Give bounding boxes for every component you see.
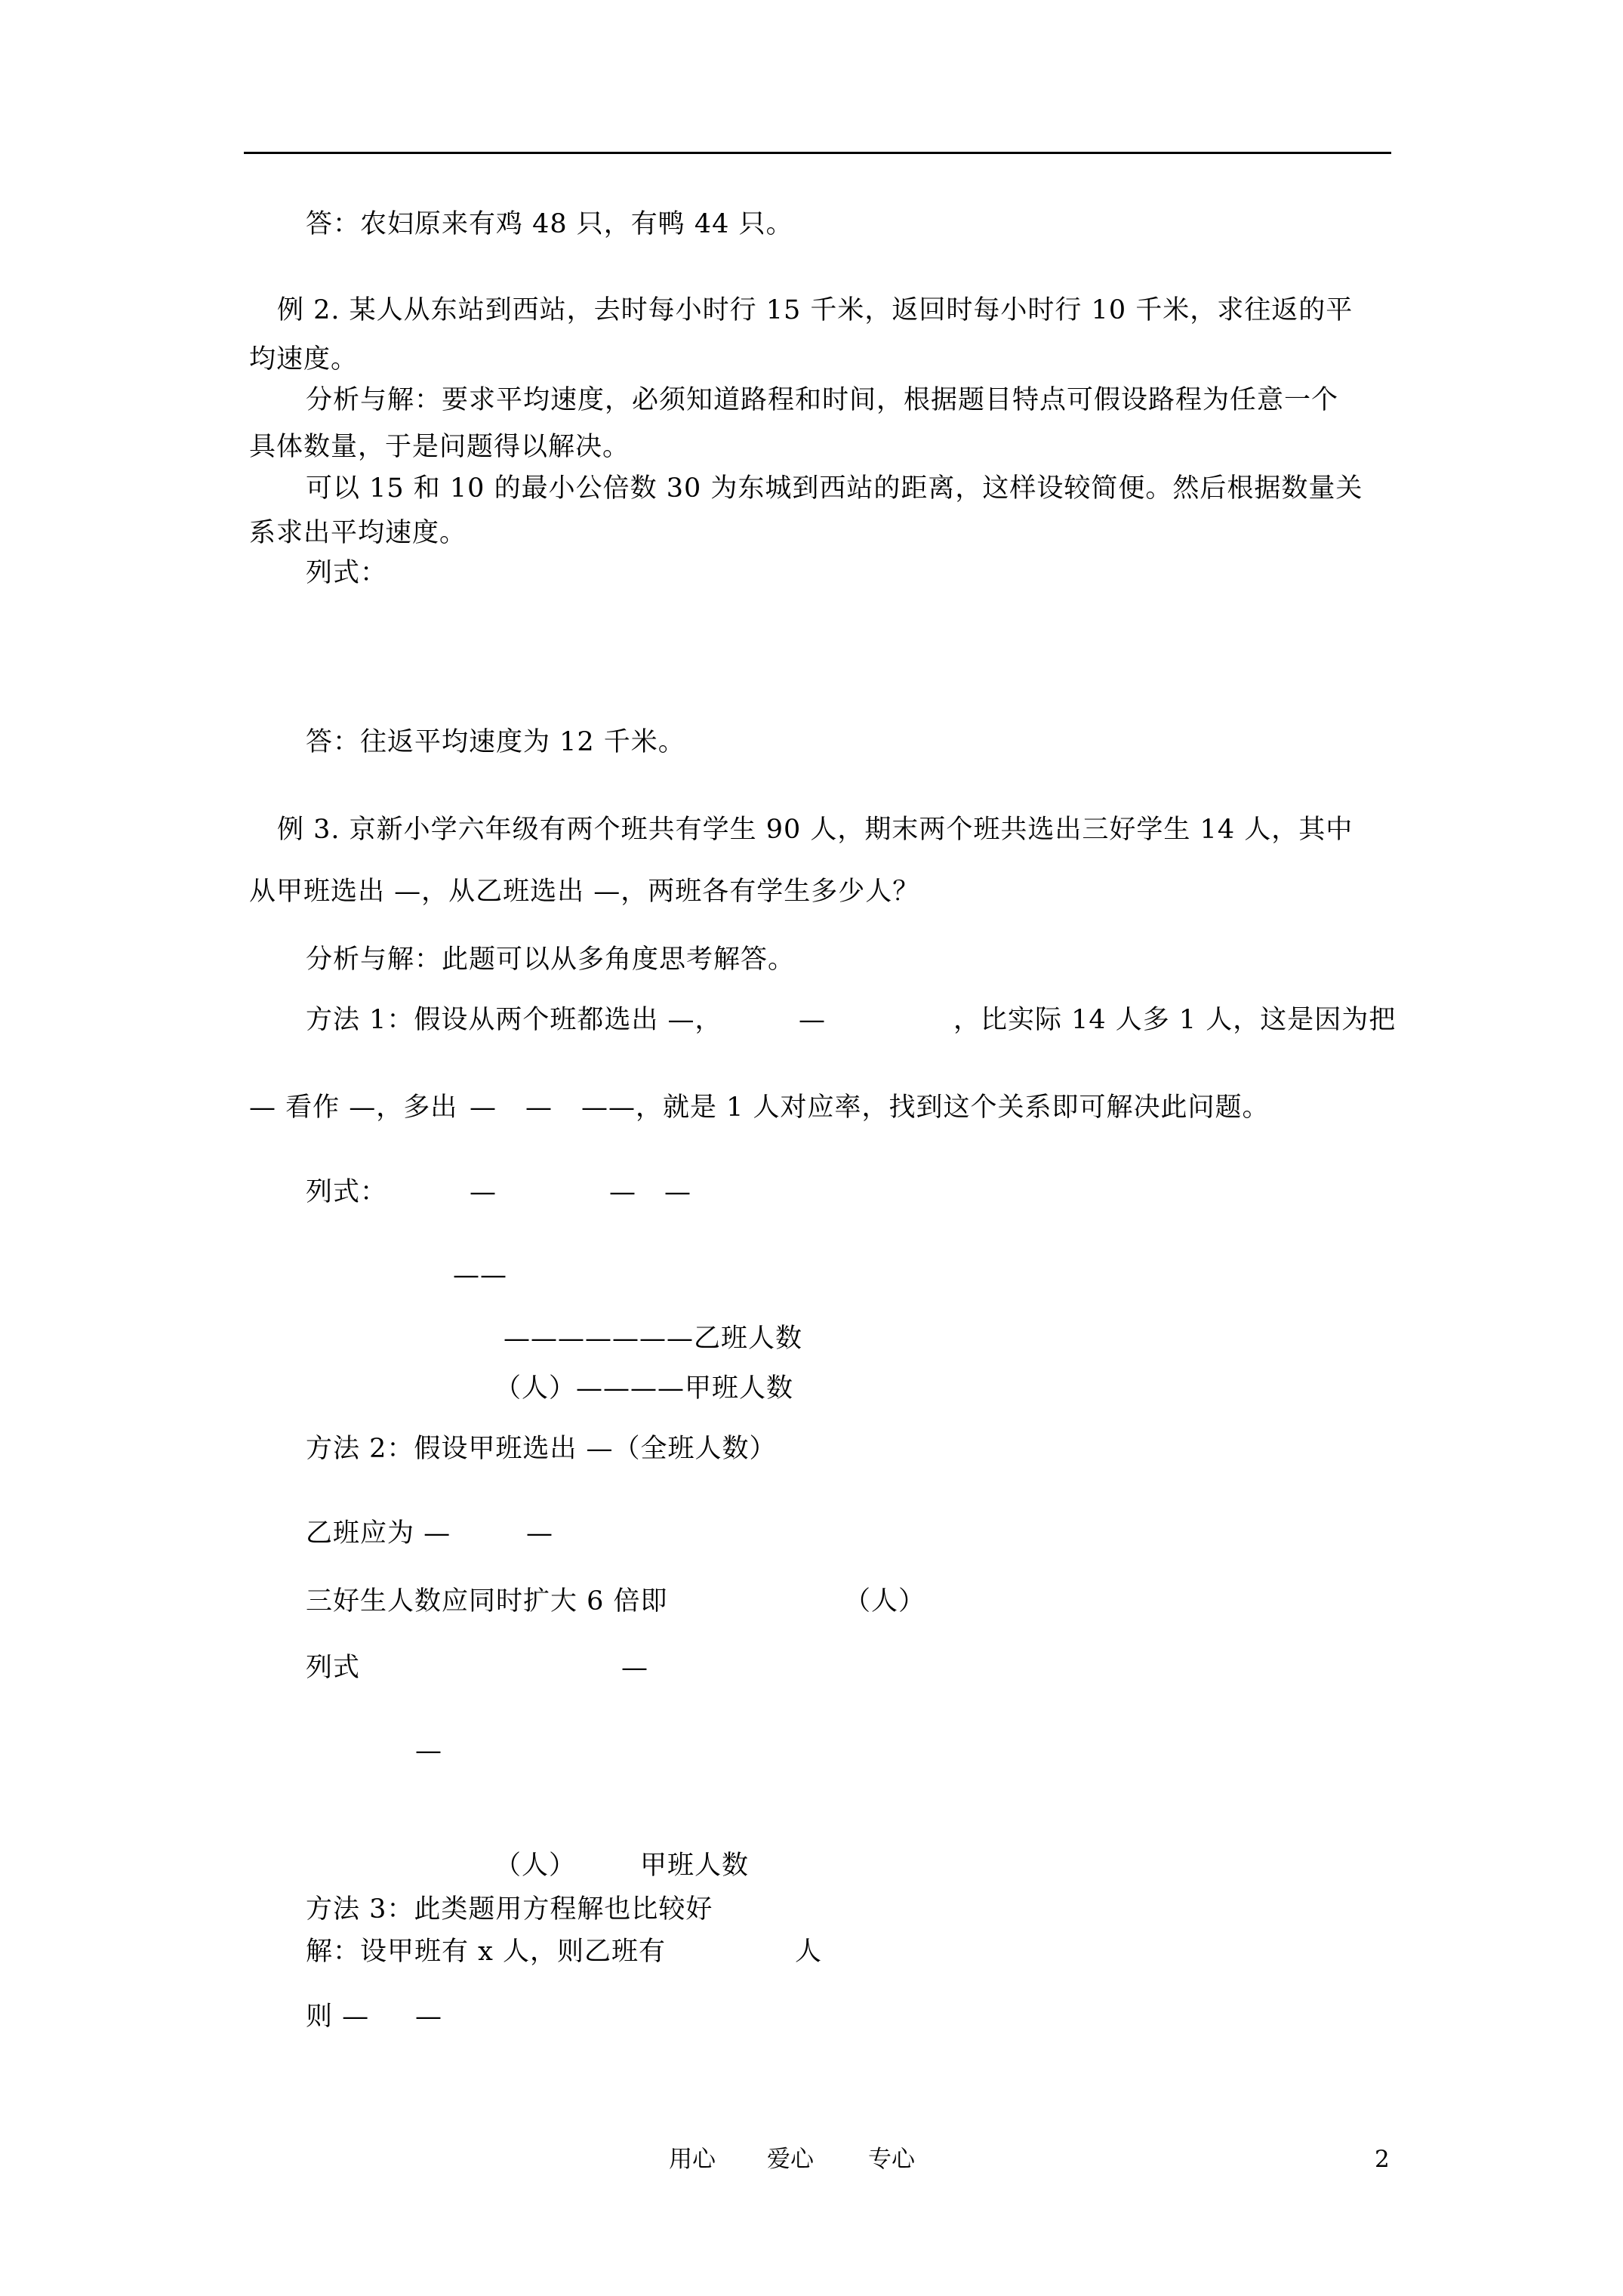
method-1-line-1-tail: ，比实际 14 人多 1 人，这是因为把 [953, 1005, 1397, 1035]
analysis-2-line-4: 系求出平均速度。 [249, 518, 467, 548]
example-2-line-1: 例 2. 某人从东站到西站，去时每小时行 15 千米，返回时每小时行 10 千米，求往返的平 [277, 295, 1354, 325]
analysis-2-line-2: 具体数量，于是问题得以解决。 [249, 432, 630, 462]
method-3-line-2: 解：设甲班有 x 人，则乙班有 [306, 1937, 666, 1967]
formula-dash: — [609, 1177, 636, 1207]
method-1-line-2-tail: ——，就是 1 人对应率，找到这个关系即可解决此问题。 [581, 1093, 1270, 1123]
formula-dash: — [415, 1736, 442, 1766]
formula-dash: — [470, 1177, 497, 1207]
footer-motto-2: 爱心 [767, 2146, 814, 2173]
method-1-line-1: 方法 1：假设从两个班都选出 —， [306, 1005, 722, 1035]
method-3-line-3: 则 — [306, 2002, 370, 2032]
footer-motto-1: 用心 [669, 2146, 716, 2173]
method-1-dash: — [799, 1005, 826, 1035]
method-2-result-unit: （人） [494, 1851, 577, 1881]
method-2-result-label: 甲班人数 [640, 1851, 750, 1881]
analysis-3-line-1: 分析与解：此题可以从多角度思考解答。 [306, 945, 796, 975]
analysis-2-line-1: 分析与解：要求平均速度，必须知道路程和时间，根据题目特点可假设路程为任意一个 [306, 385, 1339, 415]
method-2-line-1: 方法 2：假设甲班选出 —（全班人数） [306, 1434, 777, 1464]
footer-motto-3: 专心 [868, 2146, 915, 2173]
method-3-line-1: 方法 3：此类题用方程解也比较好 [306, 1894, 713, 1925]
analysis-2-line-3: 可以 15 和 10 的最小公倍数 30 为东城到西站的距离，这样设较简便。然后根据数量关 [306, 473, 1363, 504]
formula-dash: — [664, 1177, 691, 1207]
method-2-line-3: 三好生人数应同时扩大 6 倍即 [306, 1586, 668, 1616]
method-2-line-2: 乙班应为 — [306, 1518, 451, 1549]
formula-label-3: 列式： [306, 1177, 388, 1207]
result-class-a: （人）————甲班人数 [494, 1373, 794, 1404]
method-2-unit: （人） [844, 1586, 926, 1616]
method-1-dash: — [470, 1093, 497, 1123]
formula-label-2: 列式： [306, 558, 388, 588]
formula-label-method-2: 列式 [306, 1653, 361, 1683]
example-2-line-2: 均速度。 [249, 344, 359, 374]
method-1-line-2: — 看作 —，多出 [249, 1093, 458, 1123]
example-3-line-1: 例 3. 京新小学六年级有两个班共有学生 90 人，期末两个班共选出三好学生 14 人，其中 [277, 815, 1354, 845]
method-3-dash: — [415, 2002, 442, 2032]
result-class-b: ———————乙班人数 [504, 1324, 803, 1354]
answer-line-1: 答：农妇原来有鸡 48 只，有鸭 44 只。 [306, 209, 793, 239]
page-number: 2 [1375, 2146, 1390, 2173]
example-3-line-2: 从甲班选出 —，从乙班选出 —，两班各有学生多少人？ [249, 877, 920, 907]
header-rule [244, 152, 1391, 154]
answer-line-2: 答：往返平均速度为 12 千米。 [306, 727, 685, 757]
method-1-dash: — [525, 1093, 553, 1123]
method-3-unit: 人 [795, 1937, 823, 1967]
formula-fraction-bar: —— [453, 1260, 507, 1290]
method-2-dash: — [526, 1518, 553, 1549]
formula-dash: — [621, 1653, 648, 1683]
